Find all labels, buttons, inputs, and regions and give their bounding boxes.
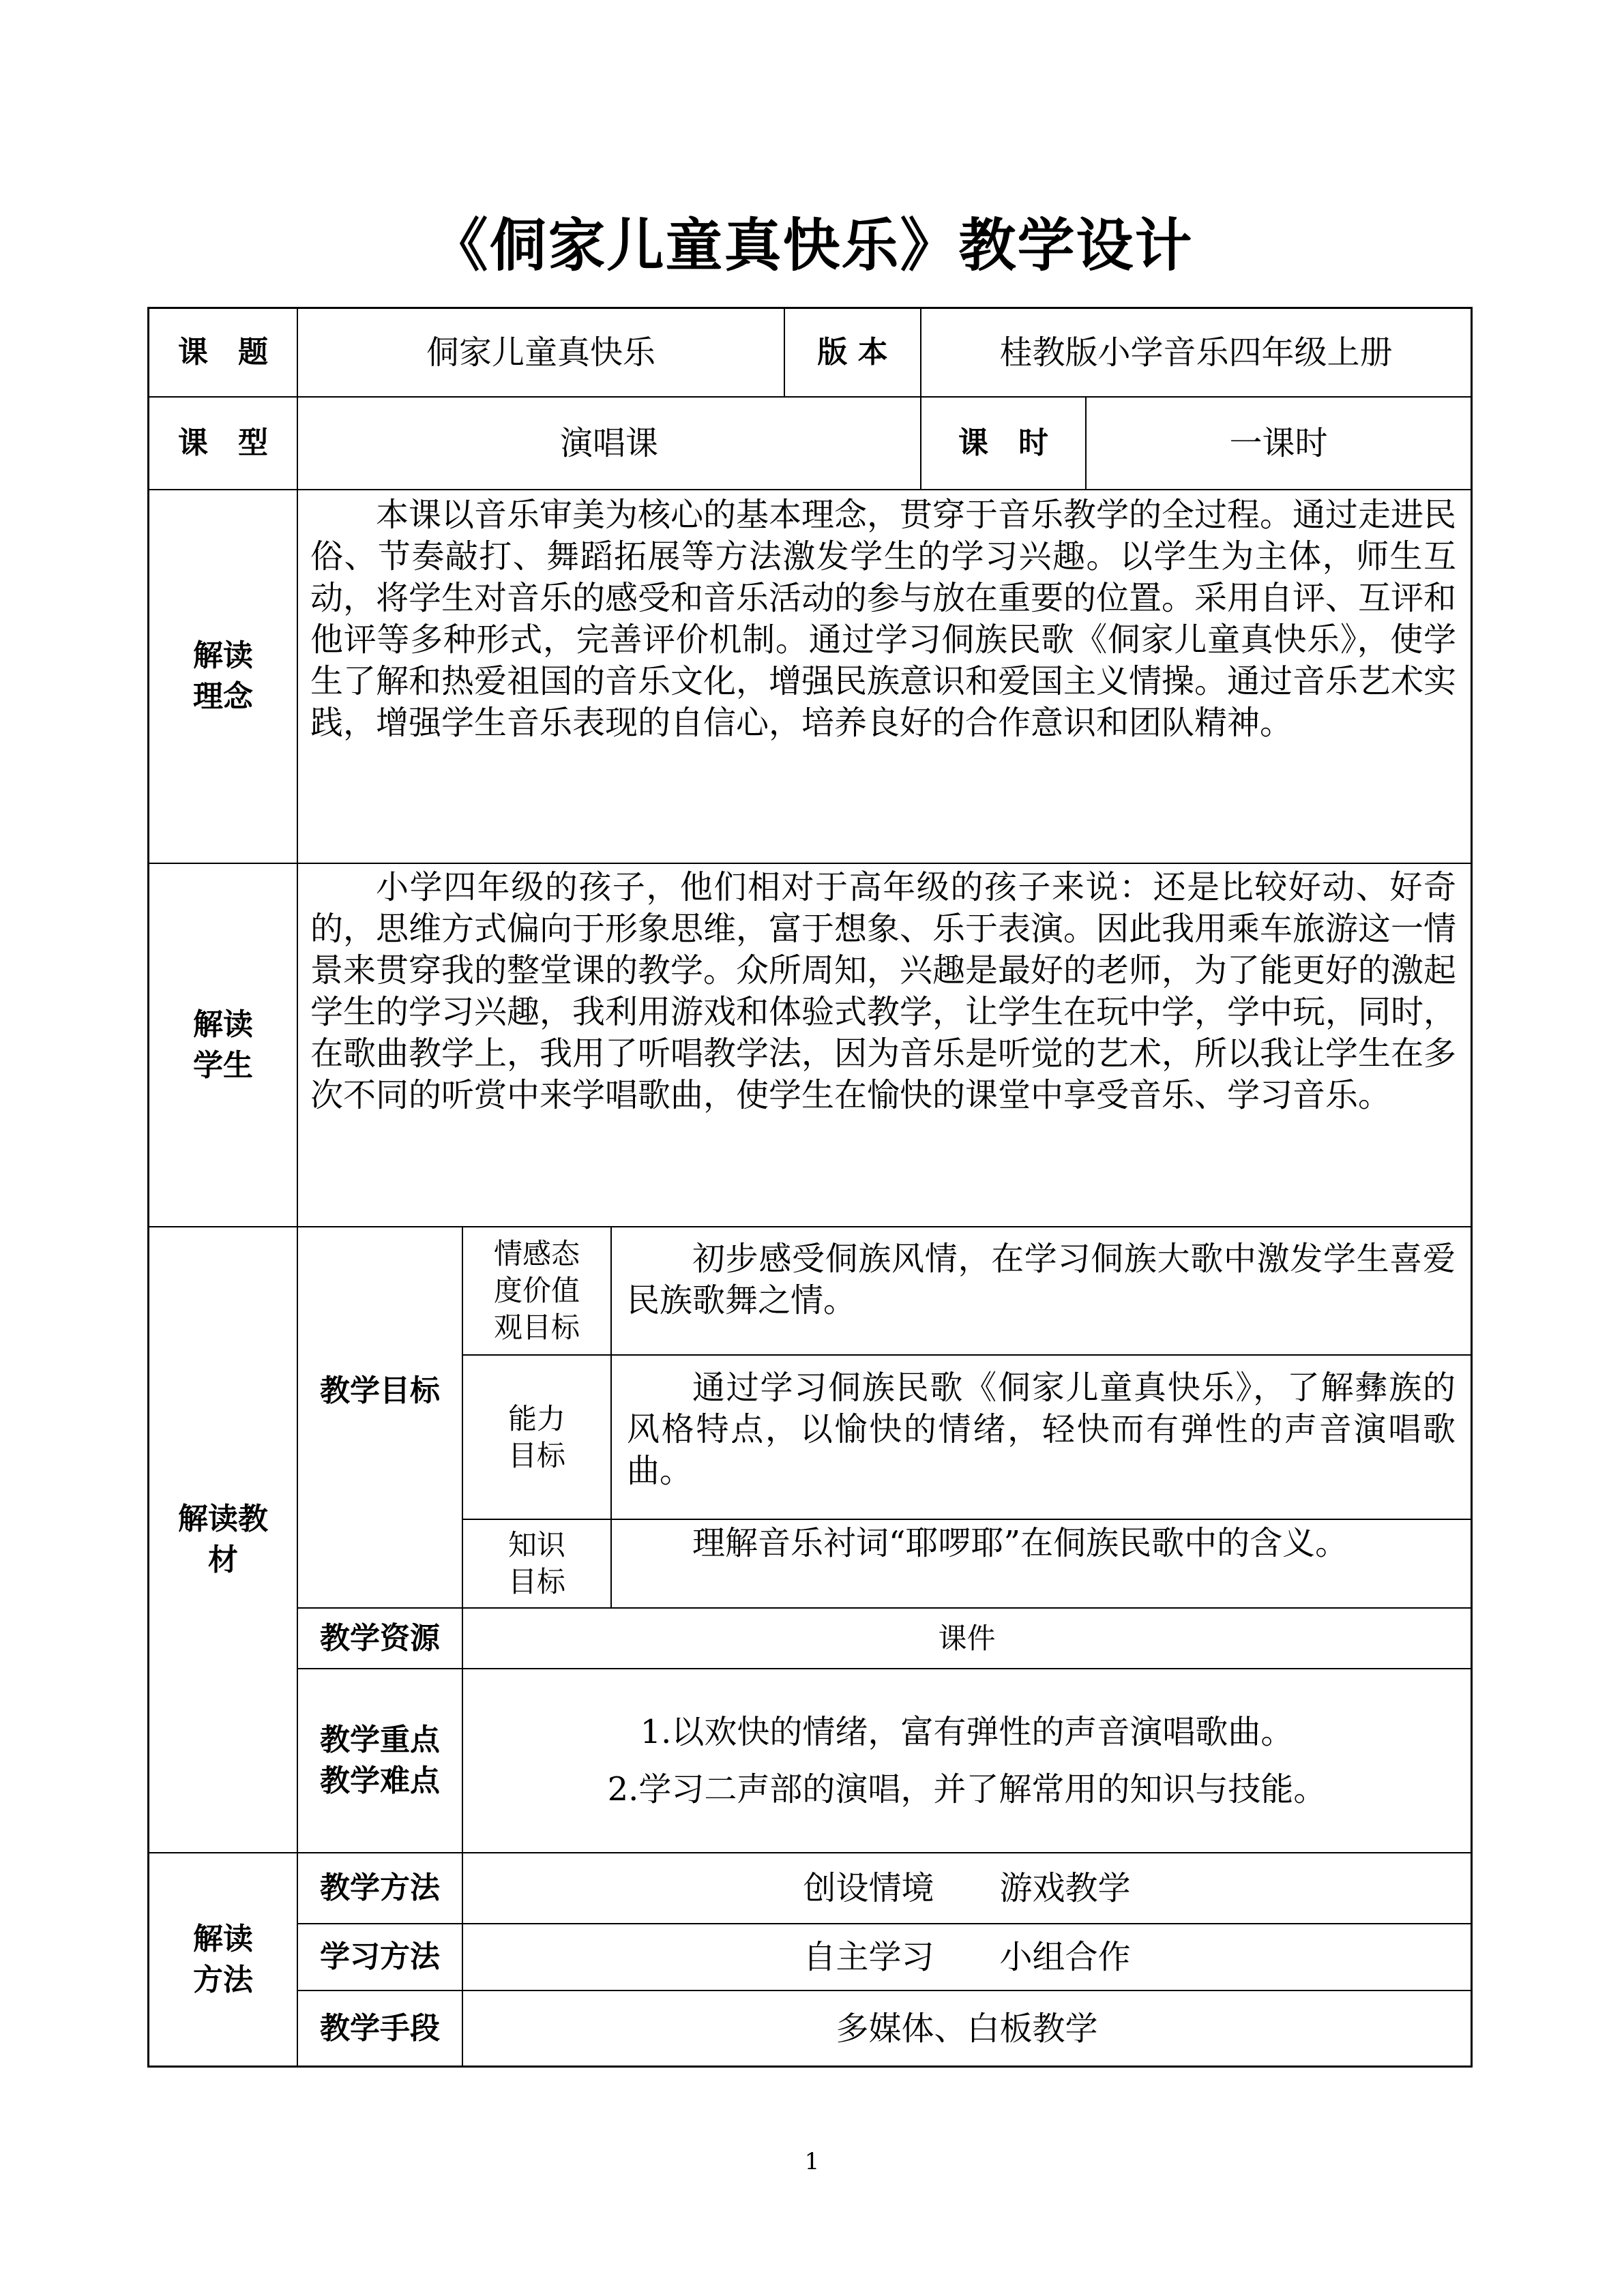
page-title: 《侗家儿童真快乐》教学设计 xyxy=(430,212,1194,279)
teaching-method-label: 教学方法 xyxy=(320,1870,440,1905)
key-point-2: 2.学习二声部的演唱，并了解常用的知识与技能。 xyxy=(607,1770,1327,1808)
learning-method-label: 学习方法 xyxy=(320,1939,440,1974)
goal-ability-text: 通过学习侗族民歌《侗家儿童真快乐》，了解彝族的风格特点，以愉快的情绪，轻快而有弹性的声音演唱歌曲。 xyxy=(627,1369,1456,1490)
key-points-list xyxy=(463,1669,1471,1852)
hours-value: 一课时 xyxy=(1229,424,1328,462)
goal-emotion-text: 初步感受侗族风情，在学习侗族大歌中激发学生喜爱民族歌舞之情。 xyxy=(627,1240,1456,1320)
lesson-table xyxy=(147,307,1473,2068)
type-value: 演唱课 xyxy=(559,424,658,462)
goal-emotion-label: 情感态 度价值 观目标 xyxy=(493,1237,580,1344)
key-point-1: 1.以欢快的情绪，富有弹性的声音演唱歌曲。 xyxy=(640,1713,1294,1751)
student-label: 解读 学生 xyxy=(193,1007,253,1083)
material-label: 解读教 材 xyxy=(178,1502,268,1577)
topic-label: 课 题 xyxy=(178,335,268,370)
resources-label: 教学资源 xyxy=(320,1620,440,1656)
type-label: 课 型 xyxy=(178,426,268,460)
resources-value: 课件 xyxy=(938,1621,996,1655)
goals-label: 教学目标 xyxy=(320,1373,440,1408)
concept-text: 本课以音乐审美为核心的基本理念，贯穿于音乐教学的全过程。通过走进民俗、节奏敲打、舞蹈拓展等方法激发学生的学习兴趣。以学生为主体，师生互动，将学生对音乐的感受和音乐活动的参与放在重要的位置。采用自评、互评和他评等多种形式，完善评价机制。通过学习侗族民歌《侗家儿童真快乐》，使学生了解和热爱祖国的音乐文化，增强民族意识和爱国主义情操。通过音乐艺术实践，增强学生音乐表现的自信心，培养良好的合作意识和团队精神。 xyxy=(310,496,1457,742)
edition-label: 版 本 xyxy=(817,335,888,370)
teaching-means-label: 教学手段 xyxy=(320,2010,440,2046)
student-text: 小学四年级的孩子，他们相对于高年级的孩子来说：还是比较好动、好奇的，思维方式偏向于形象思维，富于想象、乐于表演。因此我用乘车旅游这一情景来贯穿我的整堂课的教学。众所周知，兴趣是最好的老师，为了能更好的激起学生的学习兴趣，我利用游戏和体验式教学，让学生在玩中学，学中玩，同时，在歌曲教学上，我用了听唱教学法，因为音乐是听觉的艺术，所以我让学生在多次不同的听赏中来学唱歌曲，使学生在愉快的课堂中享受音乐、学习音乐。 xyxy=(310,868,1457,1114)
goal-knowledge-text: 理解音乐衬词“耶啰耶”在侗族民歌中的含义。 xyxy=(692,1524,1348,1562)
goal-knowledge-label: 知识 目标 xyxy=(507,1528,565,1598)
teaching-method-value: 创设情境 游戏教学 xyxy=(803,1869,1131,1907)
page-number: 1 xyxy=(804,2148,820,2175)
method-label: 解读 方法 xyxy=(193,1921,253,1997)
concept-label: 解读 理念 xyxy=(193,638,253,714)
key-points-label: 教学重点 教学难点 xyxy=(320,1723,440,1798)
teaching-means-value: 多媒体、白板教学 xyxy=(836,2009,1098,2048)
hours-label: 课 时 xyxy=(958,426,1048,460)
goal-ability-label: 能力 目标 xyxy=(507,1401,565,1472)
topic-value: 侗家儿童真快乐 xyxy=(426,333,655,372)
learning-method-value: 自主学习 小组合作 xyxy=(803,1938,1131,1976)
edition-value: 桂教版小学音乐四年级上册 xyxy=(999,333,1393,372)
